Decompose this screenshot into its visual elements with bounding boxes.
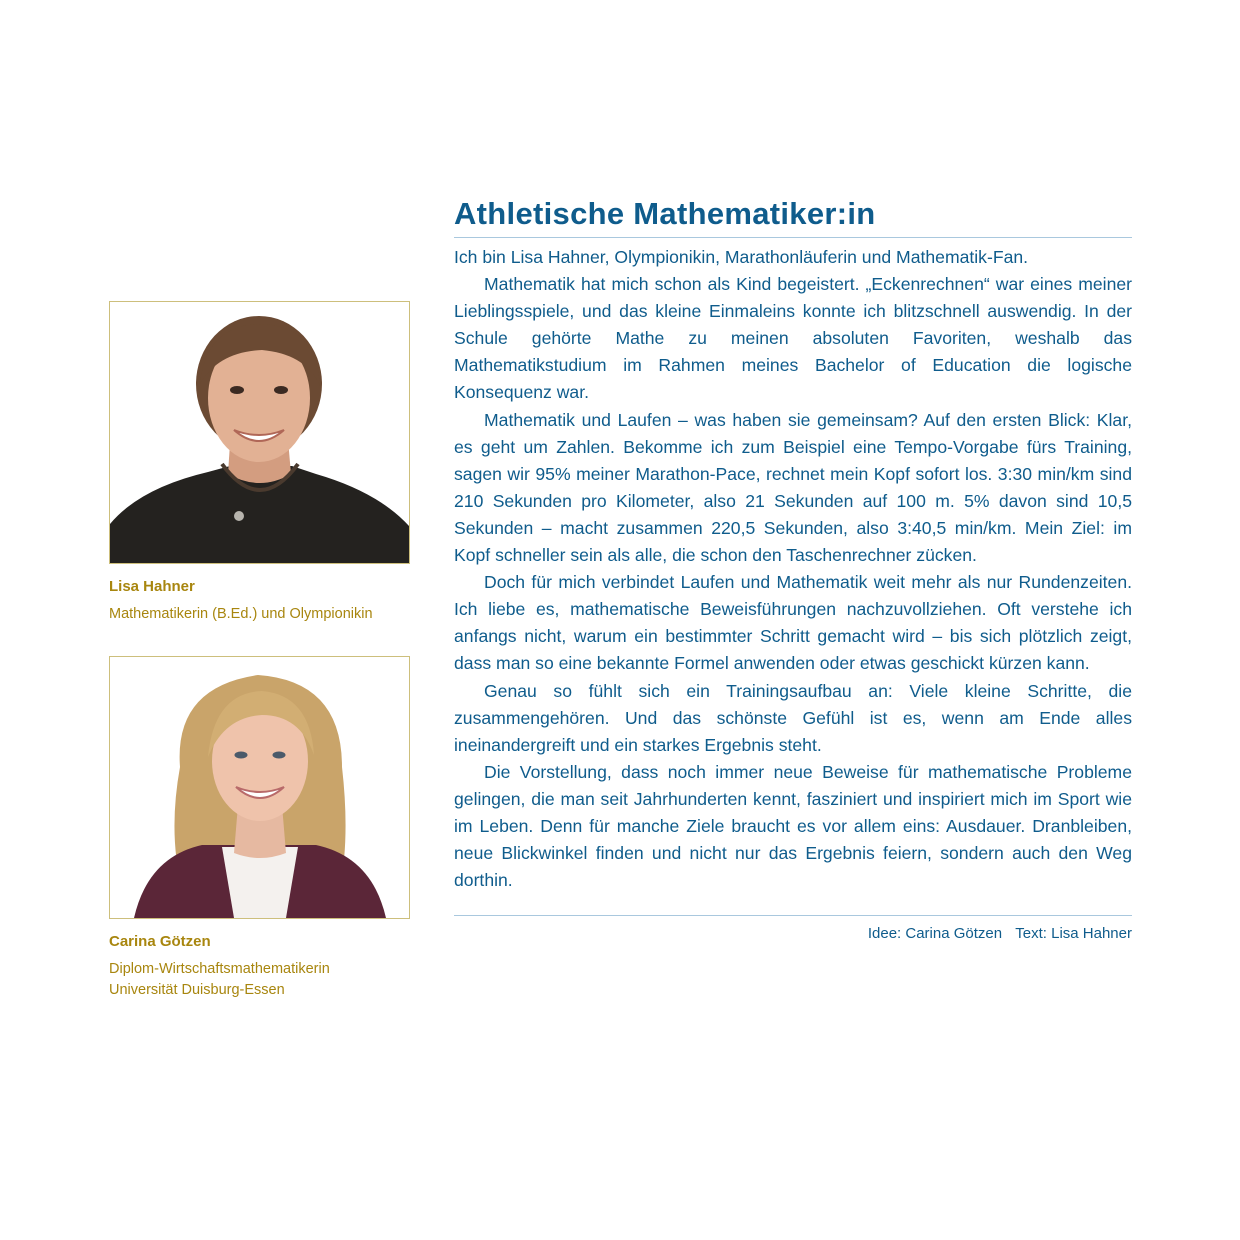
profile-carina-goetzen [109, 656, 439, 1001]
article [454, 192, 1132, 944]
portrait-carina-goetzen-image [110, 657, 409, 918]
article-credits [454, 924, 1132, 944]
portrait-photo [109, 656, 410, 919]
profile-role [109, 604, 439, 625]
portrait-photo [109, 301, 410, 564]
credit-text: Text: Lisa Hahner [1015, 925, 1132, 943]
portrait-lisa-hahner-image [110, 302, 409, 563]
credit-idea: Idee: Carina Götzen [867, 925, 1003, 943]
article-paragraph: Mathematik hat mich schon als Kind begeistert. „Eckenrechnen“ war eines meiner Lieblingsspiele, und das kleine Einmaleins konnte ich blitzschnell auswendig. In der Schule gehörte Mathe zu meinen absoluten Favoriten, weshalb das Mathematikstudium im Rahmen meines Bachelor of Education die logische Konsequenz war. [454, 274, 1132, 403]
article-paragraph: Doch für mich verbindet Laufen und Mathematik weit mehr als nur Rundenzeiten. Ich liebe es, mathematische Beweisführungen nachzuvollziehen. Oft verstehe ich anfangs nicht, warum ein bestimmter Schritt gemacht wird – bis sich plötzlich zeigt, dass man so eine bekannte Formel anwenden oder etwas geschickt kürzen kann. [454, 572, 1132, 674]
article-paragraph: Ich bin Lisa Hahner, Olympionikin, Marathonläuferin und Mathematik-Fan. [454, 247, 1029, 267]
article-paragraph: Genau so fühlt sich ein Trainingsaufbau an: Viele kleine Schritte, die zusammengehören. Und das schönste Gefühl ist es, wenn am Ende alles ineinandergreift und ein starkes Ergebnis steht. [454, 680, 1132, 755]
article-title: Athletische Mathematiker:in [454, 196, 876, 231]
profile-role-line: Universität Duisburg-Essen [109, 982, 285, 998]
profile-role-line: Diplom-Wirtschaftsmathematikerin [109, 961, 330, 977]
footer-divider [454, 915, 1132, 916]
profile-role-line: Mathematikerin (B.Ed.) und Olympionikin [109, 606, 373, 622]
article-paragraph: Die Vorstellung, dass noch immer neue Beweise für mathematische Probleme gelingen, die man seit Jahrhunderten kennt, fasziniert und inspiriert mich im Sport wie im Leben. Denn für manche Ziele braucht es vor allem eins: Ausdauer. Dranbleiben, neue Blickwinkel finden und nicht nur das Ergebnis feiern, sondern auch den Weg dorthin. [454, 761, 1132, 891]
article-body [454, 244, 1132, 894]
title-divider [454, 237, 1132, 238]
profile-name: Lisa Hahner [109, 578, 195, 595]
profile-name: Carina Götzen [109, 933, 211, 950]
profile-lisa-hahner [109, 301, 439, 625]
profile-role [109, 959, 439, 1001]
article-paragraph: Mathematik und Laufen – was haben sie gemeinsam? Auf den ersten Blick: Klar, es geht um Zahlen. Bekomme ich zum Beispiel eine Tempo-Vorgabe fürs Training, sagen wir 95% meiner Marathon-Pace, rechnet mein Kopf sofort los. 3:30 min/km sind 210 Sekunden pro Kilometer, also 21 Sekunden auf 100 m. 5% davon sind 10,5 Sekunden – macht zusammen 220,5 Sekunden, also 3:40,5 min/km. Mein Ziel: im Kopf schneller sein als alle, die schon den Taschenrechner zücken. [454, 409, 1132, 566]
